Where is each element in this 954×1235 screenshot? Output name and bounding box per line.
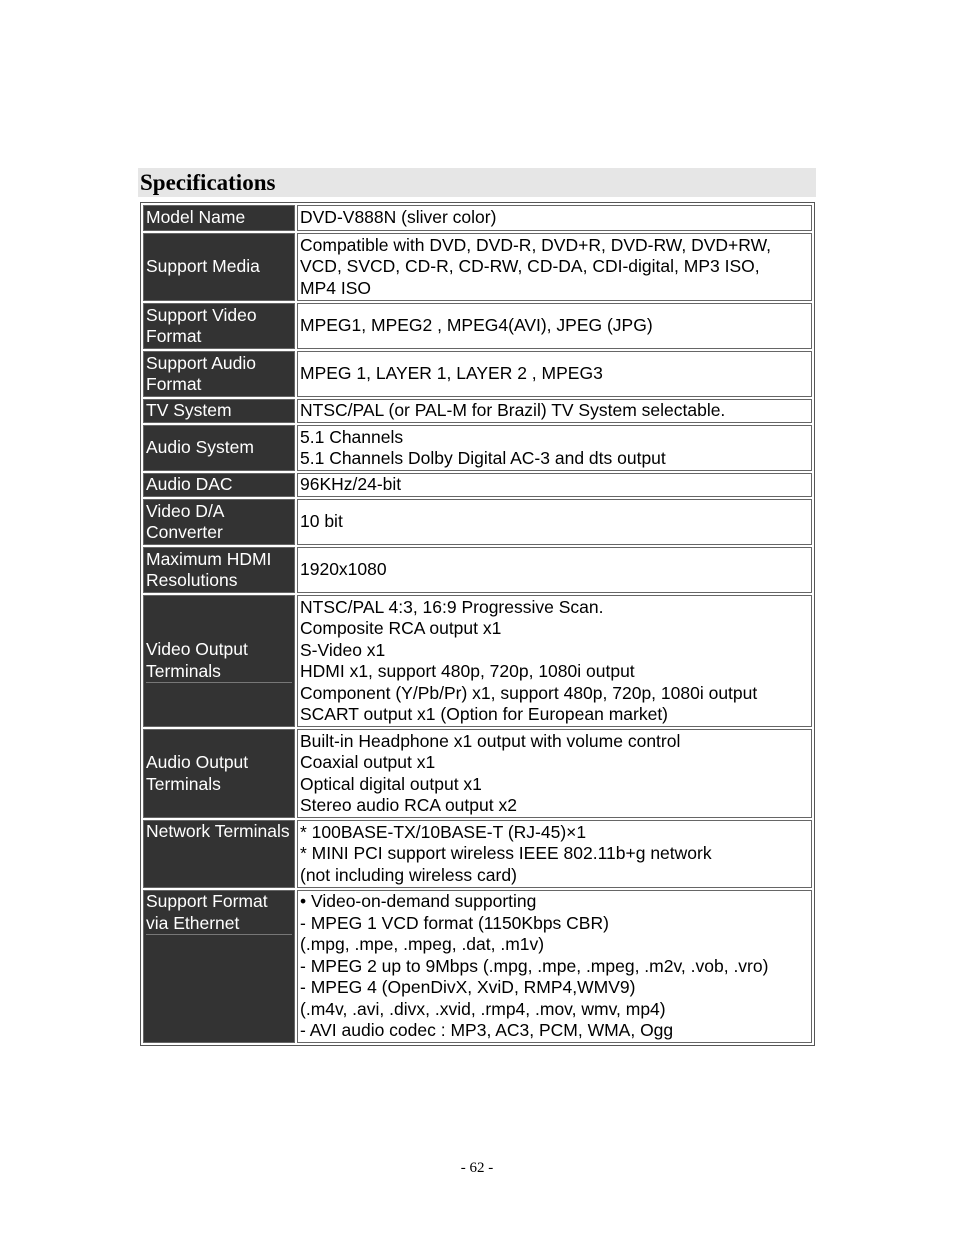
row-label: Support Format via Ethernet — [143, 890, 295, 1043]
table-row — [143, 820, 812, 888]
row-label: Audio DAC — [143, 473, 295, 497]
table-row — [143, 303, 812, 349]
row-value: 1920x1080 — [297, 547, 812, 593]
row-value: 96KHz/24-bit — [297, 473, 812, 497]
section-title: Specifications — [140, 170, 276, 195]
row-value: • Video-on-demand supporting - MPEG 1 VCD format (1150Kbps CBR) (.mpg, .mpe, .mpeg, .dat, .m1v) - MPEG 2 up to 9Mbps (.mpg, .mpe, .mpeg, .m2v, .vob, .vro) - MPEG 4 (OpenDivX, XviD, RMP4,WMV9) (.m4v, .avi, .divx, .xvid, .rmp4, .mov, wmv, mp4) - AVI audio codec : MP3, AC3, PCM, WMA, Ogg — [297, 890, 812, 1043]
row-label: Support Audio Format — [143, 351, 295, 397]
row-label: Audio System — [143, 425, 295, 471]
table-row — [143, 205, 812, 231]
row-value: NTSC/PAL (or PAL-M for Brazil) TV System selectable. — [297, 399, 812, 423]
row-label: Model Name — [143, 205, 295, 231]
table-row — [143, 233, 812, 301]
table-row — [143, 729, 812, 818]
row-value: MPEG 1, LAYER 1, LAYER 2 , MPEG3 — [297, 351, 812, 397]
page-number: - 62 - — [460, 1160, 494, 1176]
table-row — [143, 425, 812, 471]
table-row — [143, 595, 812, 727]
row-value: NTSC/PAL 4:3, 16:9 Progressive Scan. Composite RCA output x1 S-Video x1 HDMI x1, support 480p, 720p, 1080i output Component (Y/Pb/Pr) x1, support 480p, 720p, 1080i output SCART output x1 (Option for European market) — [297, 595, 812, 727]
section-heading-bar — [138, 168, 816, 197]
row-value: Compatible with DVD, DVD-R, DVD+R, DVD-RW, DVD+RW, VCD, SVCD, CD-R, CD-RW, CD-DA, CDI-digital, MP3 ISO, MP4 ISO — [297, 233, 812, 301]
row-label: Network Terminals — [143, 820, 295, 888]
table-row — [143, 890, 812, 1043]
row-value: 10 bit — [297, 499, 812, 545]
row-label: Audio Output Terminals — [143, 729, 295, 818]
table-row — [143, 399, 812, 423]
row-label: Support Media — [143, 233, 295, 301]
row-value: * 100BASE-TX/10BASE-T (RJ-45)×1 * MINI PCI support wireless IEEE 802.11b+g network (not including wireless card) — [297, 820, 812, 888]
row-value: DVD-V888N (sliver color) — [297, 205, 812, 231]
row-label: TV System — [143, 399, 295, 423]
table-row — [143, 473, 812, 497]
row-value: MPEG1, MPEG2 , MPEG4(AVI), JPEG (JPG) — [297, 303, 812, 349]
table-row — [143, 351, 812, 397]
row-label: Video Output Terminals — [143, 595, 295, 727]
row-value: Built-in Headphone x1 output with volume control Coaxial output x1 Optical digital output x1 Stereo audio RCA output x2 — [297, 729, 812, 818]
row-label: Support Video Format — [143, 303, 295, 349]
row-label: Maximum HDMI Resolutions — [143, 547, 295, 593]
table-row — [143, 499, 812, 545]
table-row — [143, 547, 812, 593]
specifications-table — [140, 202, 815, 1046]
row-label: Video D/A Converter — [143, 499, 295, 545]
row-value: 5.1 Channels 5.1 Channels Dolby Digital AC-3 and dts output — [297, 425, 812, 471]
